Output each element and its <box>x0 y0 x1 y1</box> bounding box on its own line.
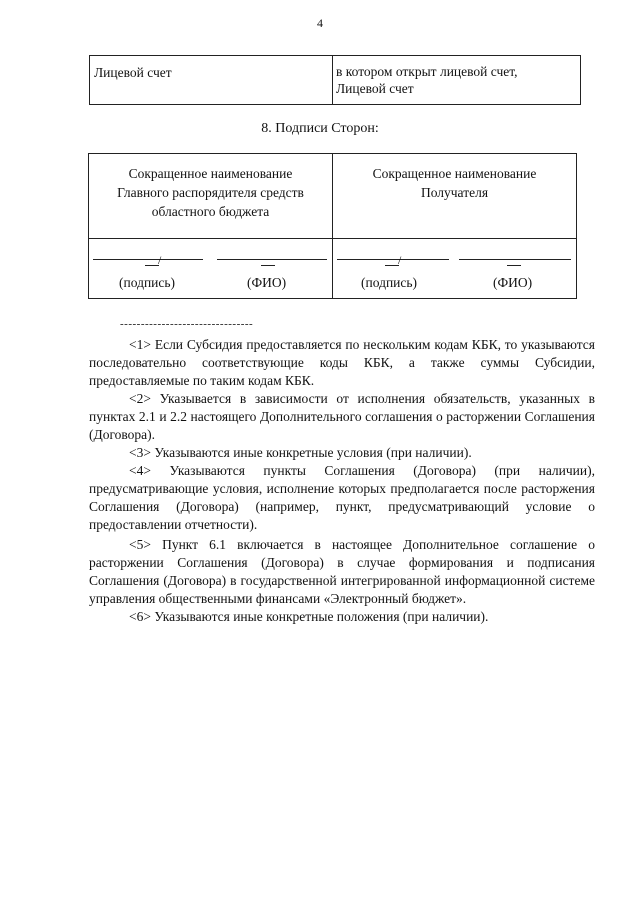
distributor-heading-line: Сокращенное наименование <box>128 166 293 181</box>
signature-slash: / <box>158 253 162 267</box>
signature-short-line <box>385 265 399 266</box>
signature-label: (подпись) <box>119 275 176 290</box>
name-label: (ФИО) <box>247 275 287 290</box>
distributor-heading-line: Главного распорядителя средств <box>117 185 304 200</box>
account-info-line-2: Лицевой счет <box>336 81 414 96</box>
name-line <box>217 259 327 260</box>
distributor-heading-line: областного бюджета <box>151 204 270 219</box>
name-short-line <box>261 265 275 266</box>
signatures-table <box>88 153 577 299</box>
account-label-cell: Лицевой счет <box>90 56 333 104</box>
recipient-heading-line: Получателя <box>420 185 489 200</box>
page-number: 4 <box>317 16 323 30</box>
signature-column-recipient <box>333 154 576 298</box>
section-title: 8. Подписи Сторон: <box>261 121 379 136</box>
recipient-heading-line: Сокращенное наименование <box>372 166 537 181</box>
name-short-line <box>507 265 521 266</box>
name-label: (ФИО) <box>493 275 533 290</box>
signature-label: (подпись) <box>361 275 418 290</box>
footnote-5: <5> Пункт 6.1 включается в настоящее Дополнительное соглашение о расторжении Соглашения (Договора) в случае формирования и подписания Соглашения (Договора) в государственной интегрированной информационной системе управления общественными финансами «Электронный бюджет». <box>89 537 595 606</box>
account-info-line-1: в котором открыт лицевой счет, <box>336 64 518 79</box>
account-table <box>89 55 581 105</box>
footnote-3: <3> Указываются иные конкретные условия (при наличии). <box>129 445 472 460</box>
signature-line <box>337 259 449 260</box>
distributor-heading <box>89 164 332 221</box>
footnote-1: <1> Если Субсидия предоставляется по нескольким кодам КБК, то указываются последовательно соответствующие коды КБК, а также суммы Субсидии, предоставляемые по таким кодам КБК. <box>89 337 595 388</box>
account-info-cell <box>333 56 580 104</box>
footnote-6: <6> Указываются иные конкретные положения (при наличии). <box>129 609 489 624</box>
signature-short-line <box>145 265 159 266</box>
row-divider <box>333 238 576 239</box>
footnote-4: <4> Указываются пункты Соглашения (Договора) (при наличии), предусматривающие условия, исполнение которых предполагается после расторжения Соглашения (Договора) (например, пункт, предусматривающий условие о предоставлении отчетности). <box>89 463 595 532</box>
signature-line <box>93 259 203 260</box>
signature-slash: / <box>398 253 402 267</box>
footnotes <box>89 336 595 626</box>
footnote-separator: -------------------------------- <box>120 318 254 330</box>
recipient-heading <box>333 164 576 202</box>
row-divider <box>89 238 332 239</box>
signature-column-distributor <box>89 154 333 298</box>
name-line <box>459 259 571 260</box>
footnote-2: <2> Указывается в зависимости от исполнения обязательств, указанных в пунктах 2.1 и 2.2 настоящего Дополнительного соглашения о расторжении Соглашения (Договора). <box>89 391 595 442</box>
